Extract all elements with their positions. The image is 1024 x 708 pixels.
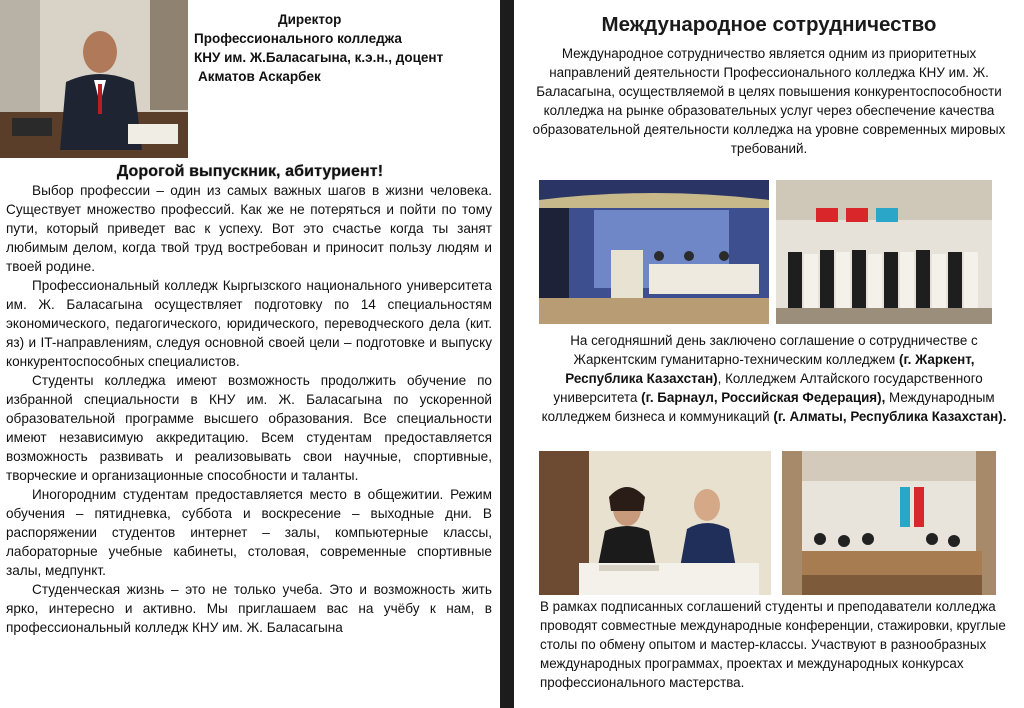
paragraph-dormitory: Иногородним студентам предоставляется место в общежитии. Режим обучения – пятидневка, суббота и воскресение – выходные дни. В распоряжении студентов интернет – залы, компьютерные классы, лабораторные учебные кабинеты, столовая, современные спортивные залы, медпункт. (6, 487, 492, 578)
conference-hall-photo (539, 180, 769, 324)
director-line-2: Профессионального колледжа (194, 31, 402, 46)
director-photo (0, 0, 188, 158)
agreements-city-2: (г. Барнаул, Российская Федерация), (641, 390, 886, 405)
paragraph-college-training: Профессиональный колледж Кыргызского национального университета им. Ж. Баласагына осуществляет подготовку по 14 специальностям экономического, педагогического, юридического, переводческого дела (кит. яз) и IT-направлениям, следуя основной своей цели – подготовке и выпуску конкурентоспособных специалистов. (6, 278, 492, 369)
activities-paragraph: В рамках подписанных соглашений студенты и преподаватели колледжа проводят совместные международные конференции, стажировки, круглые столы по обмену опытом и мастер-классы. Участвуют в разнообразных международных программах, проектах и международных конкурсах профессионального мастерства. (540, 599, 1006, 690)
agreements-city-1: (г. Жаркент, Республика Казахстан) (565, 352, 975, 386)
meeting-table-photo (782, 451, 996, 595)
agreements-city-3: (г. Алматы, Республика Казахстан). (773, 409, 1007, 424)
agreements-paragraph (538, 331, 1010, 426)
right-page (514, 0, 1024, 708)
director-line-1: Директор (278, 12, 342, 27)
agreements-text-3: Международным колледжем бизнеса и коммуникаций (541, 390, 995, 424)
greeting-heading (0, 163, 500, 181)
greeting-text: Дорогой выпускник, абитуриент! (116, 163, 384, 180)
page-divider (500, 0, 514, 708)
page-title: Международное сотрудничество (601, 13, 937, 36)
agreements-text-1: На сегодняшний день заключено соглашение о сотрудничестве с Жаркентским гуманитарно-техническим колледжем (570, 333, 978, 367)
signing-photo (539, 451, 771, 595)
intro-paragraph: Международное сотрудничество является одним из приоритетных направлений деятельности Профессионального колледжа КНУ им. Ж. Баласагына, осуществляемой в целях повышения конкурентоспособности колледжа на рынке образовательных услуг через обеспечение качества образовательной деятельности колледжа на уровне современных мировых требований. (532, 46, 1006, 156)
group-photo (776, 180, 992, 324)
director-caption (194, 10, 494, 86)
agreements-text-2: , Колледжем Алтайского государственного университета (553, 371, 983, 405)
director-line-3: КНУ им. Ж.Баласагына, к.э.н., доцент (194, 50, 444, 65)
director-name: Акматов Аскарбек (198, 69, 321, 84)
paragraph-continuing-education: Студенты колледжа имеют возможность продолжить обучение по избранной специальности в КНУ им. Ж. Баласагына по ускоренной образовательной программе высшего образования. Все специальности имеют независимую аккредитацию. Всем студентам предоставляется возможность развивать и реализовывать свои научные, спортивные, творческие и организационные способности и таланты. (6, 373, 492, 483)
left-page (0, 0, 500, 708)
left-body (6, 181, 492, 637)
paragraph-student-life: Студенческая жизнь – это не только учеба. Это и возможность жить ярко, интересно и активно. Мы приглашаем вас на учёбу к нам, в профессиональный колледж КНУ им. Ж. Баласагына (6, 582, 492, 635)
paragraph-career-choice: Выбор профессии – один из самых важных шагов в жизни человека. Существует множество профессий. Как же не потеряться и пойти по тому пути, который приведет вас к успеху. Вот это счастье когда ты занят любимым делом, когда твой труд востребован и приносит пользу людям и твоей родине. (6, 183, 492, 274)
